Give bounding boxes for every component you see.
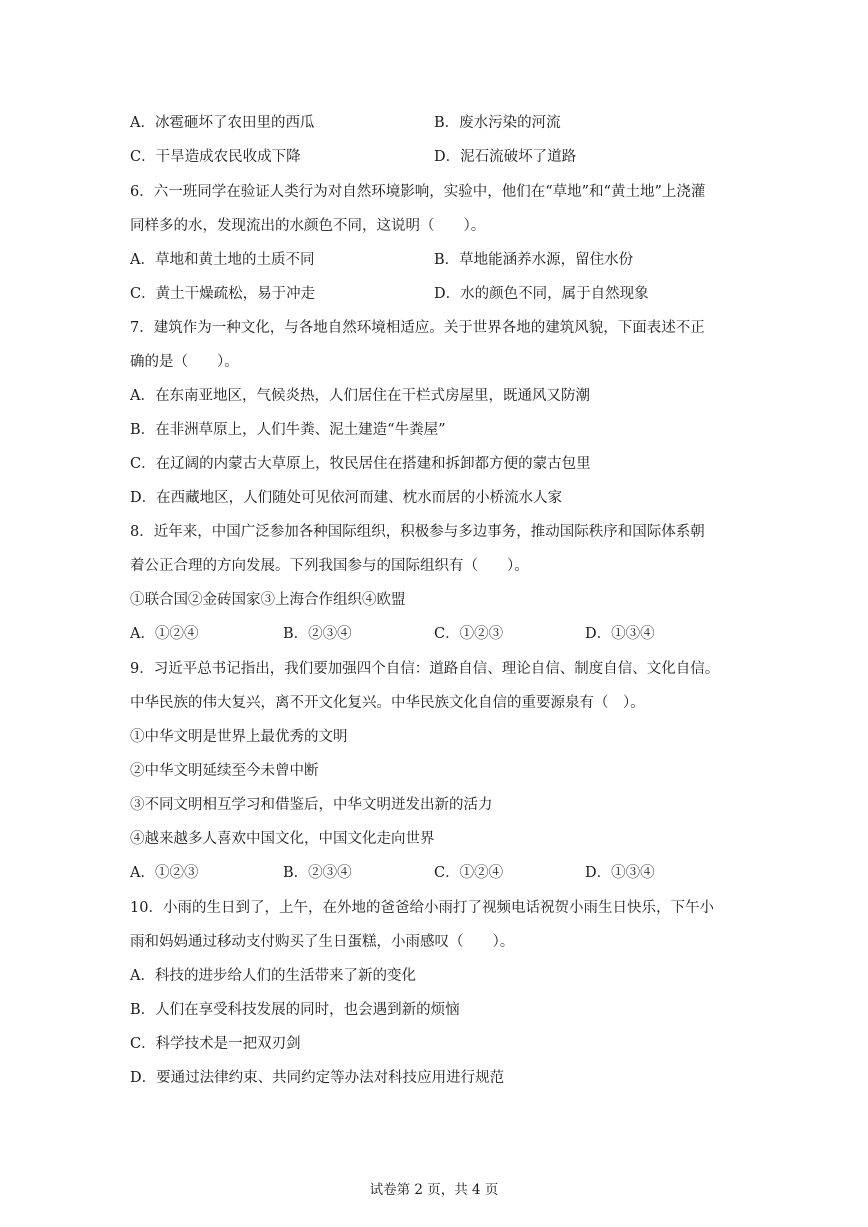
q9-stem-line2: 中华民族的伟大复兴，离不开文化复兴。中华民族文化自信的重要源泉有（ ）。 bbox=[130, 695, 645, 711]
q9-item-2: ②中华文明延续至今未曾中断 bbox=[130, 763, 319, 779]
q10-option-b: B．人们在享受科技发展的同时，也会遇到新的烦恼 bbox=[130, 1002, 460, 1018]
q7-option-b: B．在非洲草原上，人们牛粪、泥土建造“牛粪屋” bbox=[130, 422, 446, 438]
q10-option-d: D．要通过法律约束、共同约定等办法对科技应用进行规范 bbox=[130, 1070, 505, 1086]
q8-option-d: D．①③④ bbox=[585, 626, 655, 642]
q7-option-c: C．在辽阔的内蒙古大草原上，牧民居住在搭建和拆卸都方便的蒙古包里 bbox=[130, 456, 591, 472]
q6-option-c: C．黄土干燥疏松，易于冲走 bbox=[130, 286, 316, 302]
q9-option-c: C．①②④ bbox=[434, 865, 504, 881]
q6-stem-line2: 同样多的水，发现流出的水颜色不同，这说明（ ）。 bbox=[130, 218, 486, 234]
page-footer: 试卷第 2 页，共 4 页 bbox=[369, 1182, 499, 1198]
q6-stem-line1: 6．六一班同学在验证人类行为对自然环境影响，实验中，他们在“草地”和“黄土地”上浇灌 bbox=[130, 184, 706, 200]
q6-option-a: A．草地和黄土地的土质不同 bbox=[130, 252, 315, 268]
q6-option-b: B．草地能涵养水源，留住水份 bbox=[434, 252, 634, 268]
q7-stem-line2: 确的是（ ）。 bbox=[130, 354, 239, 370]
q9-item-1: ①中华文明是世界上最优秀的文明 bbox=[130, 729, 348, 745]
q8-stem-line1: 8．近年来，中国广泛参加各种国际组织，积极参与多边事务，推动国际秩序和国际体系朝 bbox=[130, 524, 705, 540]
q8-items: ①联合国②金砖国家③上海合作组织④欧盟 bbox=[130, 592, 406, 608]
q5-option-b: B．废水污染的河流 bbox=[434, 115, 561, 131]
q10-stem-line1: 10．小雨的生日到了，上午，在外地的爸爸给小雨打了视频电话祝贺小雨生日快乐，下午小 bbox=[130, 900, 714, 916]
q7-stem-line1: 7．建筑作为一种文化，与各地自然环境相适应。关于世界各地的建筑风貌，下面表述不正 bbox=[130, 320, 705, 336]
q7-option-d: D．在西藏地区，人们随处可见依河而建、枕水而居的小桥流水人家 bbox=[130, 490, 563, 506]
q10-stem-line2: 雨和妈妈通过移动支付购买了生日蛋糕，小雨感叹（ ）。 bbox=[130, 934, 515, 950]
q8-stem-line2: 着公正合理的方向发展。下列我国参与的国际组织有（ ）。 bbox=[130, 558, 529, 574]
q9-item-3: ③不同文明相互学习和借鉴后，中华文明迸发出新的活力 bbox=[130, 797, 493, 813]
q7-option-a: A．在东南亚地区，气候炎热，人们居住在干栏式房屋里，既通风又防潮 bbox=[130, 388, 590, 404]
q10-option-c: C．科学技术是一把双刃剑 bbox=[130, 1036, 301, 1052]
q10-option-a: A．科技的进步给人们的生活带来了新的变化 bbox=[130, 968, 416, 984]
q5-option-d: D．泥石流破坏了道路 bbox=[434, 149, 577, 165]
q8-option-a: A．①②④ bbox=[130, 626, 199, 642]
q9-option-a: A．①②③ bbox=[130, 865, 199, 881]
q9-stem-line1: 9．习近平总书记指出，我们要加强四个自信：道路自信、理论自信、制度自信、文化自信。 bbox=[130, 661, 720, 677]
q5-option-c: C．干旱造成农民收成下降 bbox=[130, 149, 301, 165]
q5-option-a: A．冰雹砸坏了农田里的西瓜 bbox=[130, 115, 315, 131]
q9-option-b: B．②③④ bbox=[283, 865, 352, 881]
q8-option-c: C．①②③ bbox=[434, 626, 504, 642]
q9-option-d: D．①③④ bbox=[585, 865, 655, 881]
q6-option-d: D．水的颜色不同，属于自然现象 bbox=[434, 286, 649, 302]
q9-item-4: ④越来越多人喜欢中国文化，中国文化走向世界 bbox=[130, 831, 435, 847]
q8-option-b: B．②③④ bbox=[283, 626, 352, 642]
